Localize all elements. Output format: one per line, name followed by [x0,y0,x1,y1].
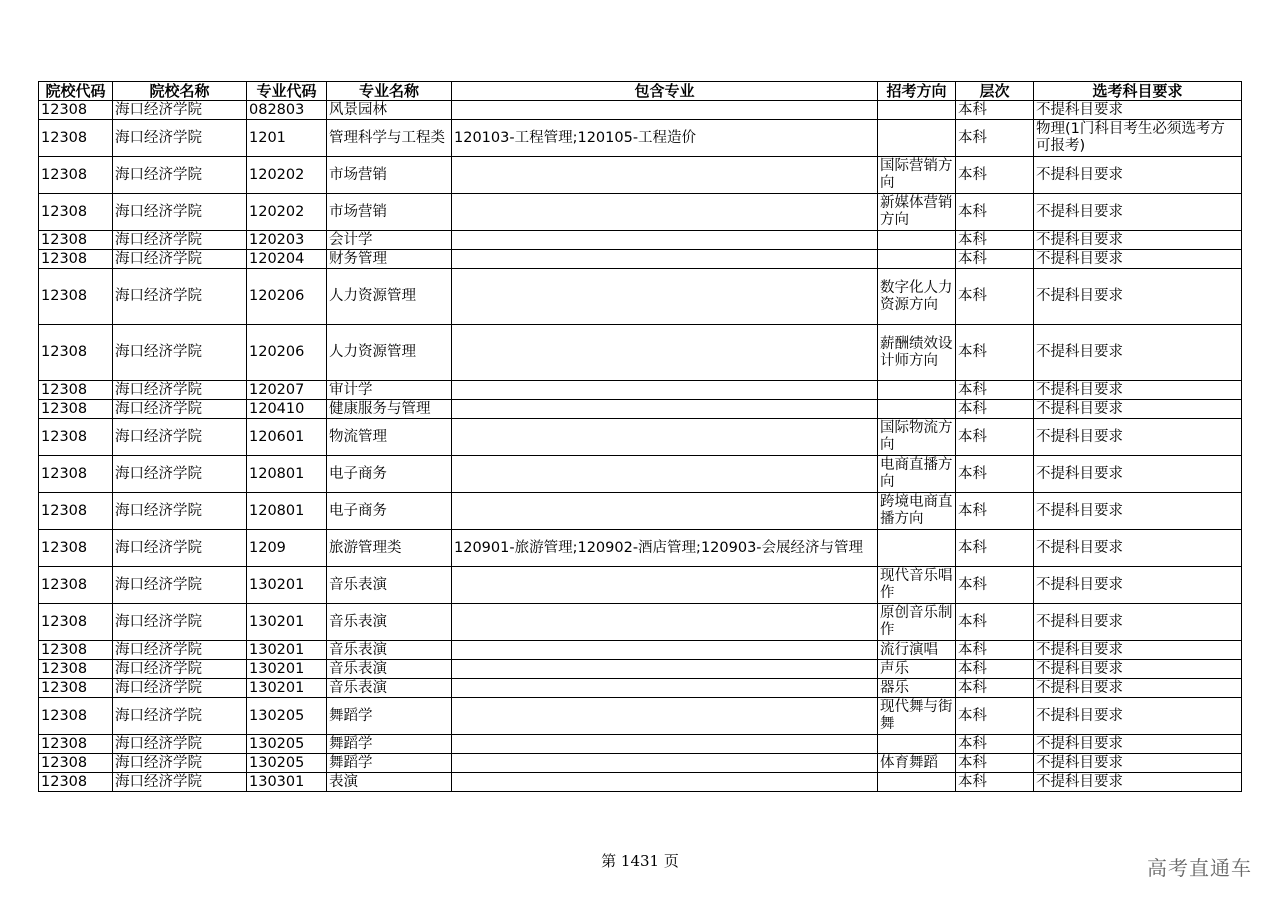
cell-school-code: 12308 [39,773,113,792]
cell-major-code: 120801 [247,456,327,493]
cell-level: 本科 [956,567,1034,604]
cell-direction [878,400,956,419]
cell-level: 本科 [956,269,1034,325]
cell-included-majors [452,419,878,456]
table-row [39,231,1242,250]
cell-subject-requirement: 物理(1门科目考生必须选考方可报考) [1034,120,1242,157]
cell-school-name: 海口经济学院 [113,773,247,792]
cell-school-name: 海口经济学院 [113,754,247,773]
cell-major-code: 130201 [247,604,327,641]
cell-school-name: 海口经济学院 [113,231,247,250]
cell-major-name: 舞蹈学 [327,754,452,773]
cell-subject-requirement: 不提科目要求 [1034,231,1242,250]
cell-direction: 数字化人力资源方向 [878,269,956,325]
table-row [39,493,1242,530]
header-level: 层次 [956,82,1034,101]
cell-school-name: 海口经济学院 [113,269,247,325]
cell-school-name: 海口经济学院 [113,530,247,567]
table-row [39,641,1242,660]
cell-major-name: 物流管理 [327,419,452,456]
cell-major-name: 管理科学与工程类 [327,120,452,157]
cell-subject-requirement: 不提科目要求 [1034,754,1242,773]
cell-major-code: 120206 [247,325,327,381]
cell-subject-requirement: 不提科目要求 [1034,604,1242,641]
cell-level: 本科 [956,698,1034,735]
cell-subject-requirement: 不提科目要求 [1034,381,1242,400]
table-row [39,381,1242,400]
cell-major-code: 120801 [247,493,327,530]
cell-direction: 器乐 [878,679,956,698]
cell-subject-requirement: 不提科目要求 [1034,530,1242,567]
cell-school-code: 12308 [39,250,113,269]
cell-major-code: 120410 [247,400,327,419]
cell-included-majors [452,381,878,400]
cell-school-code: 12308 [39,679,113,698]
cell-direction: 现代音乐唱作 [878,567,956,604]
cell-school-code: 12308 [39,157,113,194]
cell-school-name: 海口经济学院 [113,679,247,698]
cell-included-majors [452,773,878,792]
header-school-name: 院校名称 [113,82,247,101]
table-row [39,735,1242,754]
table-row [39,250,1242,269]
cell-direction: 跨境电商直播方向 [878,493,956,530]
cell-included-majors [452,754,878,773]
cell-school-code: 12308 [39,456,113,493]
cell-included-majors [452,400,878,419]
table-row [39,194,1242,231]
cell-subject-requirement: 不提科目要求 [1034,567,1242,604]
cell-school-code: 12308 [39,381,113,400]
cell-direction [878,530,956,567]
cell-major-name: 会计学 [327,231,452,250]
cell-major-name: 舞蹈学 [327,735,452,754]
cell-major-name: 财务管理 [327,250,452,269]
cell-school-name: 海口经济学院 [113,400,247,419]
cell-included-majors: 120901-旅游管理;120902-酒店管理;120903-会展经济与管理 [452,530,878,567]
cell-major-code: 130301 [247,773,327,792]
watermark-logo: 高考直通车 [1147,856,1252,880]
header-subject-requirement: 选考科目要求 [1034,82,1242,101]
cell-school-code: 12308 [39,194,113,231]
cell-level: 本科 [956,325,1034,381]
cell-subject-requirement: 不提科目要求 [1034,679,1242,698]
table-row [39,120,1242,157]
cell-subject-requirement: 不提科目要求 [1034,400,1242,419]
cell-major-code: 120206 [247,269,327,325]
cell-school-code: 12308 [39,735,113,754]
cell-school-code: 12308 [39,641,113,660]
cell-direction [878,101,956,120]
cell-major-name: 音乐表演 [327,604,452,641]
cell-school-code: 12308 [39,493,113,530]
cell-major-name: 旅游管理类 [327,530,452,567]
cell-subject-requirement: 不提科目要求 [1034,194,1242,231]
cell-level: 本科 [956,194,1034,231]
page-number: 第 1431 页 [601,852,679,870]
cell-subject-requirement: 不提科目要求 [1034,660,1242,679]
cell-school-name: 海口经济学院 [113,325,247,381]
cell-major-code: 130205 [247,735,327,754]
cell-school-code: 12308 [39,754,113,773]
cell-included-majors [452,157,878,194]
cell-level: 本科 [956,773,1034,792]
cell-school-name: 海口经济学院 [113,698,247,735]
cell-included-majors [452,493,878,530]
cell-school-name: 海口经济学院 [113,381,247,400]
cell-direction [878,381,956,400]
table-row [39,101,1242,120]
cell-school-name: 海口经济学院 [113,419,247,456]
cell-major-name: 电子商务 [327,493,452,530]
cell-school-name: 海口经济学院 [113,604,247,641]
cell-subject-requirement: 不提科目要求 [1034,493,1242,530]
cell-major-code: 130201 [247,567,327,604]
cell-direction: 国际营销方向 [878,157,956,194]
cell-major-code: 130201 [247,679,327,698]
cell-subject-requirement: 不提科目要求 [1034,250,1242,269]
cell-school-name: 海口经济学院 [113,120,247,157]
cell-included-majors [452,194,878,231]
cell-school-code: 12308 [39,269,113,325]
table-row [39,698,1242,735]
cell-direction [878,773,956,792]
cell-major-code: 1201 [247,120,327,157]
cell-included-majors [452,567,878,604]
cell-major-name: 市场营销 [327,157,452,194]
header-direction: 招考方向 [878,82,956,101]
cell-included-majors [452,101,878,120]
cell-direction: 原创音乐制作 [878,604,956,641]
cell-subject-requirement: 不提科目要求 [1034,698,1242,735]
cell-major-code: 120601 [247,419,327,456]
cell-school-code: 12308 [39,101,113,120]
cell-subject-requirement: 不提科目要求 [1034,456,1242,493]
cell-level: 本科 [956,120,1034,157]
cell-major-code: 120207 [247,381,327,400]
cell-school-code: 12308 [39,567,113,604]
table-row [39,604,1242,641]
cell-major-code: 130201 [247,660,327,679]
cell-direction [878,231,956,250]
header-major-code: 专业代码 [247,82,327,101]
cell-level: 本科 [956,231,1034,250]
admissions-table [38,81,1242,792]
cell-school-name: 海口经济学院 [113,567,247,604]
table-row [39,456,1242,493]
cell-included-majors [452,250,878,269]
cell-level: 本科 [956,641,1034,660]
cell-school-code: 12308 [39,698,113,735]
cell-school-name: 海口经济学院 [113,250,247,269]
cell-direction: 薪酬绩效设计师方向 [878,325,956,381]
cell-included-majors [452,698,878,735]
header-row [39,82,1242,101]
cell-direction: 国际物流方向 [878,419,956,456]
cell-school-name: 海口经济学院 [113,456,247,493]
cell-direction: 流行演唱 [878,641,956,660]
cell-level: 本科 [956,604,1034,641]
cell-level: 本科 [956,754,1034,773]
cell-school-name: 海口经济学院 [113,641,247,660]
cell-school-code: 12308 [39,419,113,456]
cell-included-majors [452,231,878,250]
cell-major-code: 1209 [247,530,327,567]
cell-school-code: 12308 [39,400,113,419]
cell-direction: 现代舞与街舞 [878,698,956,735]
cell-level: 本科 [956,250,1034,269]
cell-included-majors [452,735,878,754]
table-row [39,679,1242,698]
cell-direction [878,735,956,754]
cell-major-code: 120204 [247,250,327,269]
cell-subject-requirement: 不提科目要求 [1034,101,1242,120]
cell-major-name: 市场营销 [327,194,452,231]
cell-school-code: 12308 [39,604,113,641]
table-row [39,660,1242,679]
cell-direction: 体育舞蹈 [878,754,956,773]
table-row [39,400,1242,419]
cell-direction: 电商直播方向 [878,456,956,493]
cell-subject-requirement: 不提科目要求 [1034,269,1242,325]
cell-direction: 声乐 [878,660,956,679]
cell-major-code: 130201 [247,641,327,660]
cell-level: 本科 [956,660,1034,679]
cell-major-name: 音乐表演 [327,641,452,660]
table-row [39,157,1242,194]
cell-level: 本科 [956,456,1034,493]
cell-school-name: 海口经济学院 [113,194,247,231]
cell-included-majors: 120103-工程管理;120105-工程造价 [452,120,878,157]
cell-major-name: 音乐表演 [327,679,452,698]
cell-major-name: 人力资源管理 [327,325,452,381]
cell-major-code: 120202 [247,157,327,194]
cell-school-code: 12308 [39,231,113,250]
cell-major-name: 健康服务与管理 [327,400,452,419]
cell-school-name: 海口经济学院 [113,735,247,754]
header-school-code: 院校代码 [39,82,113,101]
cell-direction [878,250,956,269]
cell-school-code: 12308 [39,120,113,157]
cell-major-name: 电子商务 [327,456,452,493]
cell-major-name: 表演 [327,773,452,792]
cell-level: 本科 [956,530,1034,567]
cell-included-majors [452,660,878,679]
cell-major-code: 082803 [247,101,327,120]
cell-level: 本科 [956,381,1034,400]
table-row [39,754,1242,773]
cell-level: 本科 [956,419,1034,456]
cell-major-name: 审计学 [327,381,452,400]
cell-major-code: 130205 [247,698,327,735]
cell-level: 本科 [956,735,1034,754]
table-row [39,419,1242,456]
cell-major-name: 人力资源管理 [327,269,452,325]
cell-included-majors [452,325,878,381]
header-major-name: 专业名称 [327,82,452,101]
cell-major-code: 130205 [247,754,327,773]
cell-included-majors [452,269,878,325]
cell-major-code: 120203 [247,231,327,250]
cell-school-name: 海口经济学院 [113,660,247,679]
cell-school-name: 海口经济学院 [113,493,247,530]
cell-included-majors [452,641,878,660]
cell-major-name: 风景园林 [327,101,452,120]
header-included-majors: 包含专业 [452,82,878,101]
cell-level: 本科 [956,157,1034,194]
cell-major-name: 音乐表演 [327,660,452,679]
table-row [39,269,1242,325]
cell-level: 本科 [956,493,1034,530]
cell-school-code: 12308 [39,660,113,679]
cell-school-code: 12308 [39,325,113,381]
cell-direction [878,120,956,157]
table-row [39,567,1242,604]
table-row [39,530,1242,567]
cell-major-name: 音乐表演 [327,567,452,604]
cell-subject-requirement: 不提科目要求 [1034,325,1242,381]
cell-subject-requirement: 不提科目要求 [1034,157,1242,194]
cell-level: 本科 [956,679,1034,698]
cell-subject-requirement: 不提科目要求 [1034,735,1242,754]
cell-school-name: 海口经济学院 [113,157,247,194]
cell-major-code: 120202 [247,194,327,231]
table-row [39,773,1242,792]
cell-included-majors [452,456,878,493]
table-row [39,325,1242,381]
cell-direction: 新媒体营销方向 [878,194,956,231]
cell-subject-requirement: 不提科目要求 [1034,641,1242,660]
cell-school-code: 12308 [39,530,113,567]
cell-major-name: 舞蹈学 [327,698,452,735]
cell-subject-requirement: 不提科目要求 [1034,419,1242,456]
cell-subject-requirement: 不提科目要求 [1034,773,1242,792]
cell-included-majors [452,679,878,698]
cell-school-name: 海口经济学院 [113,101,247,120]
cell-level: 本科 [956,400,1034,419]
cell-included-majors [452,604,878,641]
cell-level: 本科 [956,101,1034,120]
